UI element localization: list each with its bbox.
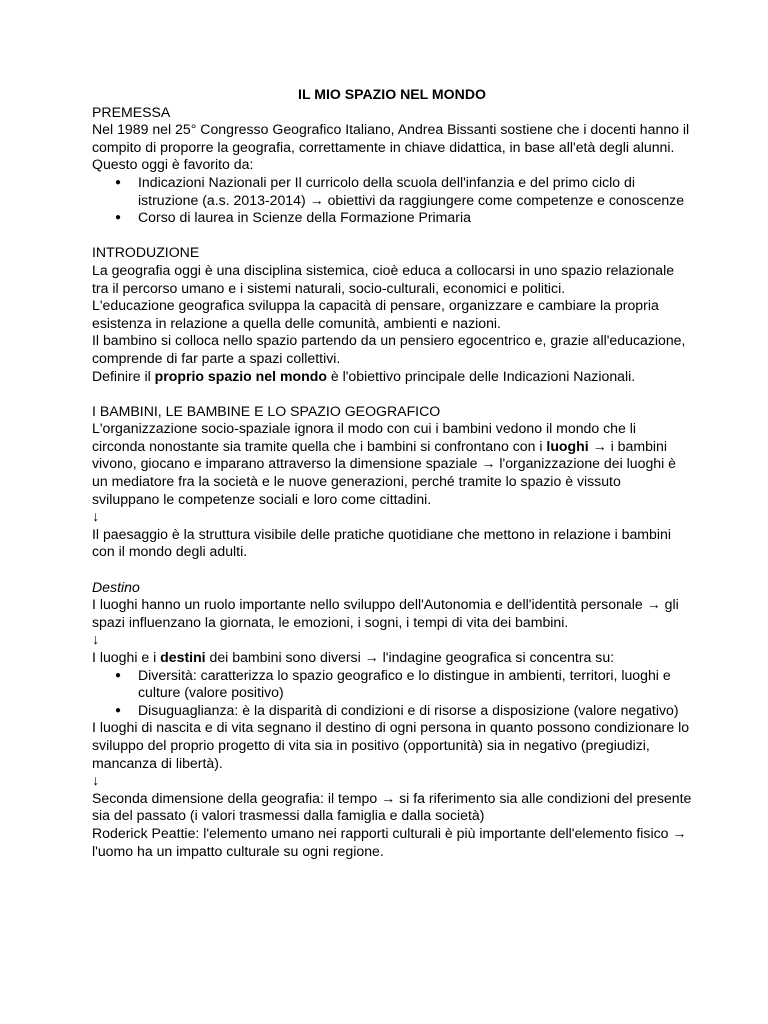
blank-line bbox=[92, 385, 692, 403]
paragraph: Il bambino si colloca nello spazio partendo da un pensiero egocentrico e, grazie all'educazione, comprende di far parte a spazi collettivi. bbox=[92, 332, 686, 366]
document-page bbox=[92, 86, 692, 860]
down-arrow: ↓ bbox=[92, 631, 100, 648]
bullet-list bbox=[92, 174, 692, 227]
text-run: → i bambini vivono, giocano e imparano attraverso la dimensione spaziale → l'organizzazione dei luoghi è un mediatore fra la società e le nuove generazioni, perché tramite lo spazio è vissuto sviluppano le competenze sociali e loro come cittadini. bbox=[92, 437, 677, 507]
bold-text: proprio spazio nel mondo bbox=[154, 367, 327, 384]
bold-text: destini bbox=[160, 649, 206, 665]
list-item: ● Disuguaglianza: è la disparità di condizioni e di risorse a disposizione (valore negativo) bbox=[92, 702, 692, 720]
list-item: ● Indicazioni Nazionali per Il curricolo della scuola dell'infanzia e del primo ciclo di istruzione (a.s. 2013-2014) → obiettivi da raggiungere come competenze e conoscenze bbox=[92, 174, 692, 209]
bold-text: luoghi bbox=[546, 437, 589, 454]
paragraph bbox=[92, 420, 692, 508]
paragraph: Questo oggi è favorito da: bbox=[92, 156, 254, 173]
bullet-list bbox=[92, 667, 692, 720]
section-heading-premessa: PREMESSA bbox=[92, 103, 171, 120]
paragraph: Nel 1989 nel 25° Congresso Geografico Italiano, Andrea Bissanti sostiene che i docenti hanno il compito di proporre la geografia, correttamente in chiave didattica, in base all'età degli alunni. bbox=[92, 121, 690, 155]
down-arrow: ↓ bbox=[92, 508, 100, 525]
text-run: L'organizzazione socio-spaziale ignora il modo con cui i bambini vedono il mondo che li circonda nonostante sia tramite quella che i bambini si confrontano con i bbox=[92, 420, 637, 454]
text-run: Definire il bbox=[92, 367, 155, 384]
subsection-heading-destino bbox=[92, 579, 692, 597]
document-title: IL MIO SPAZIO NEL MONDO bbox=[298, 86, 486, 102]
paragraph: Roderick Peattie: l'elemento umano nei rapporti culturali è più importante dell'elemento fisico → l'uomo ha un impatto culturale su ogni regione. bbox=[92, 824, 687, 859]
text-run: è l'obiettivo principale delle Indicazioni Nazionali. bbox=[326, 367, 636, 384]
down-arrow: ↓ bbox=[92, 772, 100, 789]
paragraph: L'educazione geografica sviluppa la capacità di pensare, organizzare e cambiare la propria esistenza in relazione a quella delle comunità, ambienti e nazioni. bbox=[92, 297, 659, 331]
blank-line bbox=[92, 561, 692, 579]
paragraph bbox=[92, 368, 692, 386]
list-item: ● Diversità: caratterizza lo spazio geografico e lo distingue in ambienti, territori, luoghi e culture (valore positivo) bbox=[92, 667, 692, 702]
text-run: I luoghi e i bbox=[92, 649, 161, 665]
italic-heading: Destino bbox=[92, 578, 140, 595]
blank-line bbox=[92, 227, 692, 245]
list-item: ● Corso di laurea in Scienze della Formazione Primaria bbox=[92, 209, 692, 227]
text-run: dei bambini sono diversi → l'indagine geografica si concentra su: bbox=[205, 649, 615, 665]
paragraph bbox=[92, 649, 692, 667]
paragraph: I luoghi di nascita e di vita segnano il destino di ogni persona in quanto possono condizionare lo sviluppo del proprio progetto di vita sia in positivo (opportunità) sia in negativo (pregiudizi, mancanza di libertà). bbox=[92, 719, 690, 771]
paragraph: I luoghi hanno un ruolo importante nello sviluppo dell'Autonomia e dell'identità personale → gli spazi influenzano la giornata, le emozioni, i sogni, i tempi di vita dei bambini. bbox=[92, 596, 679, 630]
paragraph: Il paesaggio è la struttura visibile delle pratiche quotidiane che mettono in relazione i bambini con il mondo degli adulti. bbox=[92, 525, 671, 560]
paragraph: Seconda dimensione della geografia: il tempo → si fa riferimento sia alle condizioni del presente sia del passato (i valori trasmessi dalla famiglia e dalla società) bbox=[92, 789, 692, 824]
paragraph: La geografia oggi è una disciplina sistemica, cioè educa a collocarsi in uno spazio relazionale tra il percorso umano e i sistemi naturali, socio-culturali, economici e politici. bbox=[92, 261, 675, 296]
section-heading-bambini: I BAMBINI, LE BAMBINE E LO SPAZIO GEOGRAFICO bbox=[92, 402, 441, 419]
section-heading-introduzione: INTRODUZIONE bbox=[92, 244, 200, 261]
